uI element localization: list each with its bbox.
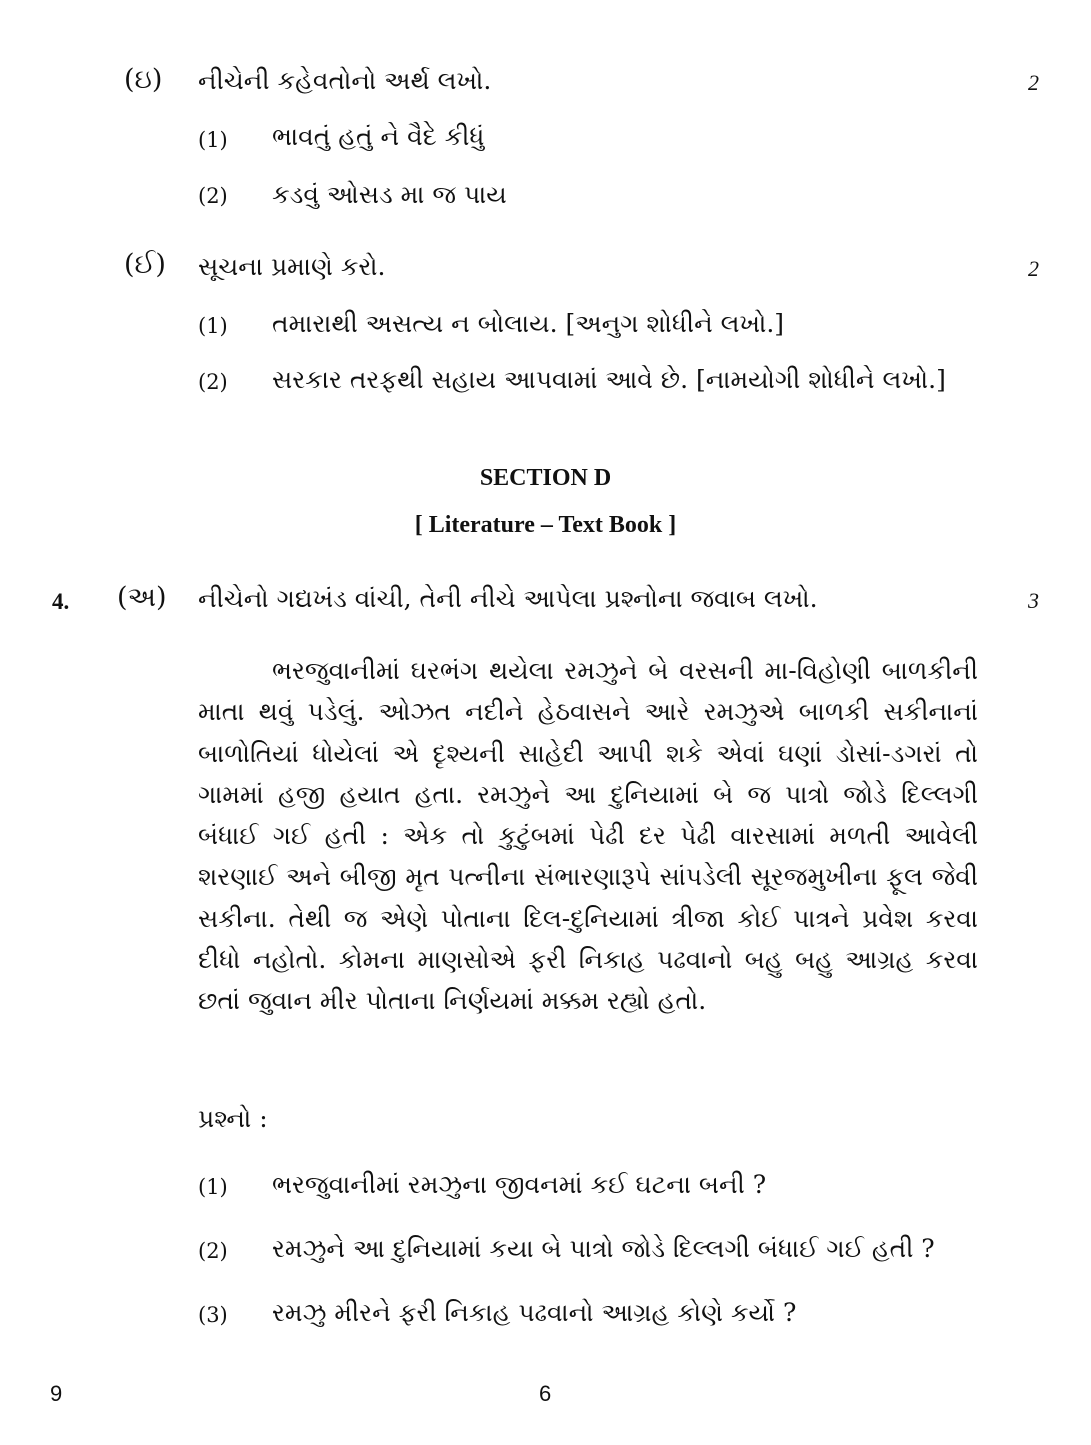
q4-questions-label: પ્રશ્નો : xyxy=(198,1104,268,1133)
q3-ii-marks: 2 xyxy=(1028,256,1039,281)
q4-number: 4. xyxy=(52,589,70,614)
q4-label: (અ) xyxy=(117,582,167,613)
q3-ii-item-1-num: (1) xyxy=(198,314,228,338)
q3-i-item-1-text: ભાવતું હતું ને વૈદે કીધું xyxy=(272,122,485,151)
q3-i-marks: 2 xyxy=(1028,70,1039,95)
q4-question-3-num: (3) xyxy=(198,1303,228,1327)
q4-instruction: નીચેનો ગદ્યખંડ વાંચી, તેની નીચે આપેલા પ્રશ્નોના જવાબ લખો. xyxy=(198,584,818,613)
q4-marks: 3 xyxy=(1028,588,1039,613)
footer-page-number: 6 xyxy=(539,1381,552,1406)
q4-question-1-text: ભરજુવાનીમાં રમઝુના જીવનમાં કઈ ઘટના બની ? xyxy=(272,1170,767,1199)
q3-i-item-2-num: (2) xyxy=(198,184,228,208)
q4-question-3-text: રમઝુ મીરને ફરી નિકાહ પઢવાનો આગ્રહ કોણે કર્યો ? xyxy=(272,1298,797,1327)
q3-ii-item-2-text: સરકાર તરફથી સહાય આપવામાં આવે છે. [નામયોગી શોધીને લખો.] xyxy=(272,365,946,394)
q3-i-item-1-num: (1) xyxy=(198,128,228,152)
q3-i-instruction: નીચેની કહેવતોનો અર્થ લખો. xyxy=(198,66,492,95)
section-title: SECTION D xyxy=(479,465,612,491)
q3-ii-label: (ઈ) xyxy=(124,249,166,280)
q4-question-2-text: રમઝુને આ દુનિયામાં કયા બે પાત્રો જોડે દિલ્લગી બંધાઈ ગઈ હતી ? xyxy=(272,1234,935,1263)
q3-ii-instruction: સૂચના પ્રમાણે કરો. xyxy=(198,252,386,281)
q4-question-1-num: (1) xyxy=(198,1175,228,1199)
q3-ii-item-1-text: તમારાથી અસત્ય ન બોલાય. [અનુગ શોધીને લખો.] xyxy=(272,309,785,338)
q3-i-label: (ઇ) xyxy=(124,64,163,95)
q4-question-2-num: (2) xyxy=(198,1239,228,1263)
q3-ii-item-2-num: (2) xyxy=(198,370,228,394)
section-subtitle: [ Literature – Text Book ] xyxy=(414,512,677,538)
q4-passage: ભરજુવાનીમાં ઘરભંગ થયેલા રમઝુને બે વરસની મા-વિહોણી બાળકીની માતા થવું પડેલું. ઓઝત નદીને હેઠવાસને આરે રમઝુએ બાળકી સકીનાનાં બાળોતિયાં ધોયેલાં એ દૃશ્યની સાહેદી આપી શકે એવાં ઘણાં ડોસાં-ડગરાં તો ગામમાં હજી હયાત હતા. રમઝુને આ દુનિયામાં બે જ પાત્રો જોડે દિલ્લગી બંધાઈ ગઈ હતી : એક તો કુટુંબમાં પેઢી દર પેઢી વારસામાં મળતી આવેલી શરણાઈ અને બીજી મૃત પત્નીના સંભારણારૂપે સાંપડેલી સૂરજમુખીના ફૂલ જેવી સકીના. તેથી જ એણે પોતાના દિલ-દુનિયામાં ત્રીજા કોઈ પાત્રને પ્રવેશ કરવા દીધો નહોતો. કોમના માણસોએ ફરી નિકાહ પઢવાનો બહુ બહુ આગ્રહ કરવા છતાં જુવાન મીર પોતાના નિર્ણયમાં મક્કમ રહ્યો હતો. xyxy=(198,656,978,1016)
q3-i-item-2-text: કડવું ઓસડ મા જ પાય xyxy=(272,180,507,209)
footer-code: 9 xyxy=(50,1381,63,1406)
